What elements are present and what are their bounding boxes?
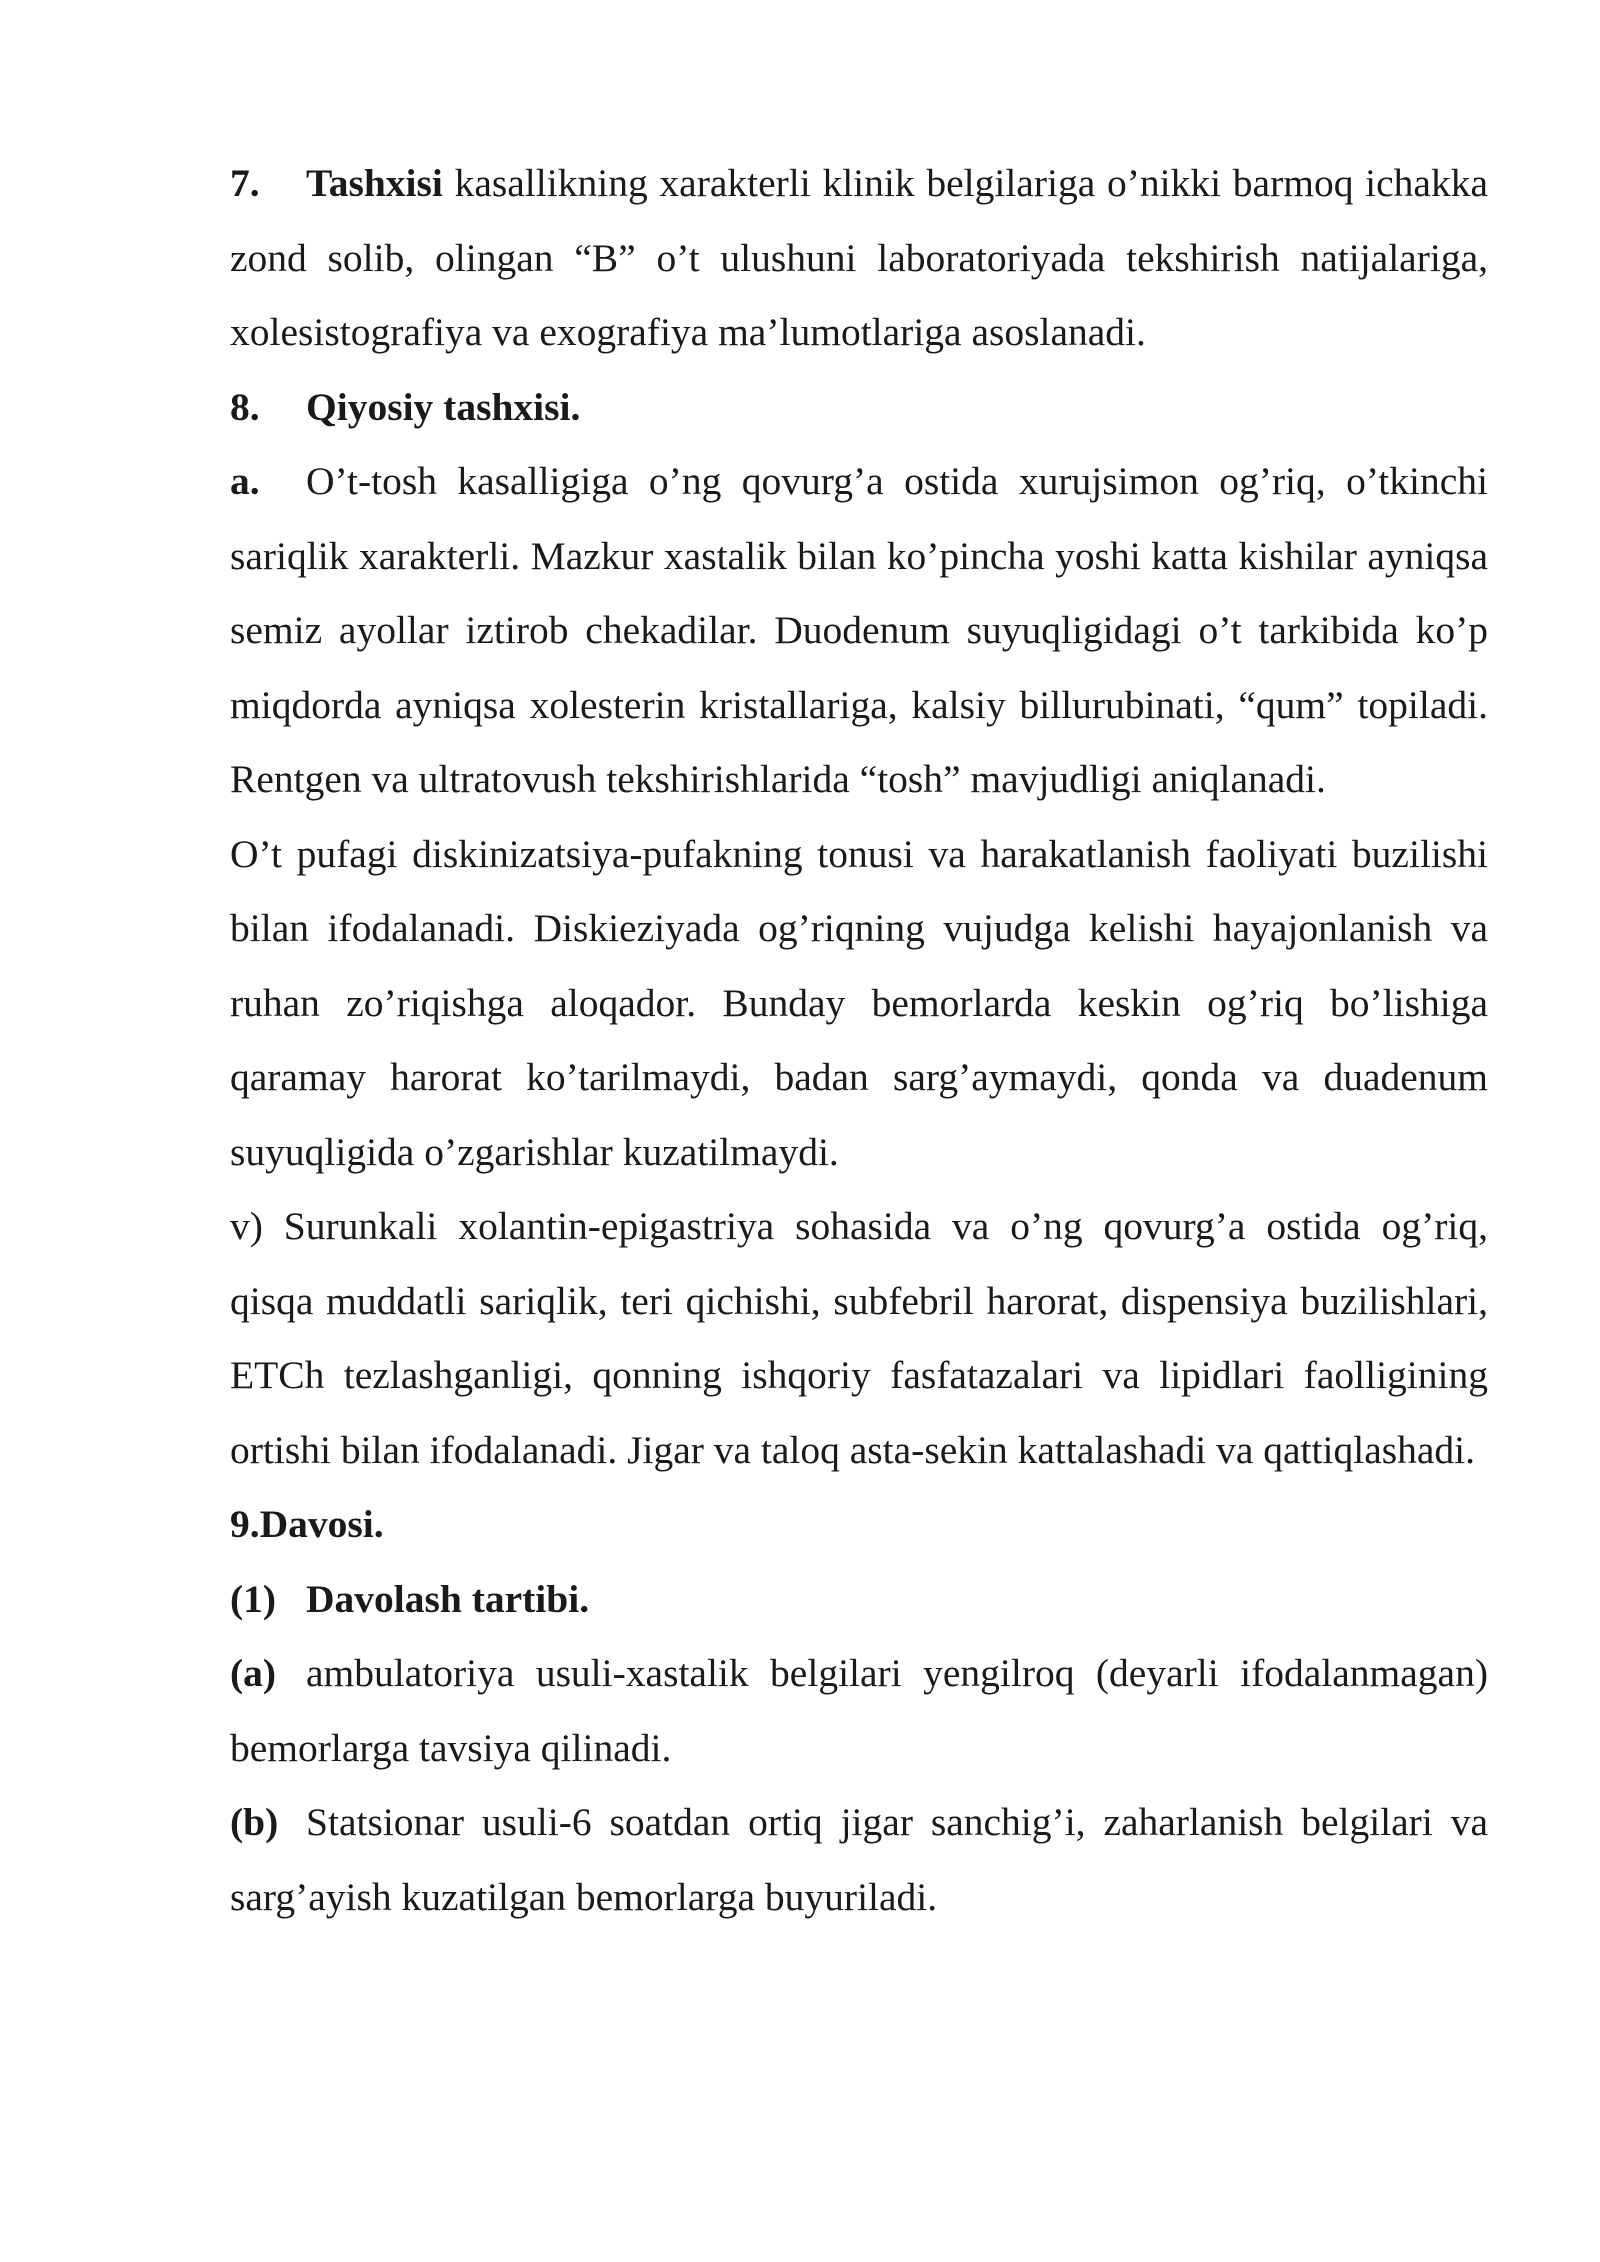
section-8-title: Qiyosiy tashxisi. bbox=[306, 384, 581, 429]
section-8-heading bbox=[230, 370, 1488, 445]
section-9-1b-paragraph bbox=[230, 1785, 1488, 1934]
section-9-title: 9.Davosi. bbox=[230, 1502, 384, 1546]
section-9-heading bbox=[230, 1487, 1488, 1562]
section-8a-paragraph bbox=[230, 444, 1488, 817]
section-9-1a-paragraph bbox=[230, 1636, 1488, 1785]
document-page bbox=[230, 146, 1488, 1934]
section-8a-text: O’t-tosh kasalligiga o’ng qovurg’a ostida xurujsimon og’riq, o’tkinchi sariqlik xarakterli. Mazkur xastalik bilan ko’pincha yoshi katta kishilar ayniqsa semiz ayollar iztirob chekadilar. Duodenum suyuqligidagi o’t tarkibida ko’p miqdorda ayniqsa xolesterin kristallariga, kalsiy billurubinati, “qum” topiladi. Rentgen va ultratovush tekshirishlarida “tosh” mavjudligi aniqlanadi. bbox=[230, 459, 1488, 801]
section-8-number: 8. bbox=[230, 384, 260, 429]
section-8b-paragraph bbox=[230, 817, 1488, 1190]
section-7-text: kasallikning xarakterli klinik belgilariga o’nikki barmoq ichakka zond solib, olingan “B” o’t ulushuni laboratoriyada tekshirish natijalariga, xolesistografiya va exografiya ma’lumotlariga asoslanadi. bbox=[230, 161, 1488, 354]
section-7-paragraph bbox=[230, 146, 1488, 370]
section-8b-text: O’t pufagi diskinizatsiya-pufakning tonusi va harakatlanish faoliyati buzilishi bilan ifodalanadi. Diskieziyada og’riqning vujudga kelishi hayajonlanish va ruhan zo’riqishga aloqador. Bunday bemorlarda keskin og’riq bo’lishiga qaramay harorat ko’tarilmaydi, badan sarg’aymaydi, qonda va duadenum suyuqligida o’zgarishlar kuzatilmaydi. bbox=[230, 831, 1488, 1174]
section-9-1-title: Davolash tartibi. bbox=[306, 1576, 590, 1621]
section-9-1a-marker: (a) bbox=[230, 1651, 277, 1695]
section-8v-paragraph bbox=[230, 1189, 1488, 1487]
section-9-1b-text: Statsionar usuli-6 soatdan ortiq jigar sanchig’i, zaharlanish belgilari va sarg’ayish kuzatilgan bemorlarga buyuriladi. bbox=[230, 1800, 1488, 1919]
section-9-1b-marker: (b) bbox=[230, 1800, 279, 1844]
section-8v-text: v) Surunkali xolantin-epigastriya sohasida va o’ng qovurg’a ostida og’riq, qisqa muddatli sariqlik, teri qichishi, subfebril harorat, dispensiya buzilishlari, ETCh tezlashganligi, qonning ishqoriy fasfatazalari va lipidlari faolligining ortishi bilan ifodalanadi. Jigar va taloq asta-sekin kattalashadi va qattiqlashadi. bbox=[230, 1204, 1488, 1472]
section-7-term: Tashxisi bbox=[306, 161, 443, 205]
section-9-1a-text: ambulatoriya usuli-xastalik belgilari yengilroq (deyarli ifodalanmagan) bemorlarga tavsiya qilinadi. bbox=[230, 1651, 1488, 1770]
section-7-number: 7. bbox=[230, 161, 260, 205]
section-9-1-heading bbox=[230, 1562, 1488, 1637]
section-9-1-marker: (1) bbox=[230, 1576, 277, 1621]
section-8a-marker: a. bbox=[230, 459, 260, 503]
